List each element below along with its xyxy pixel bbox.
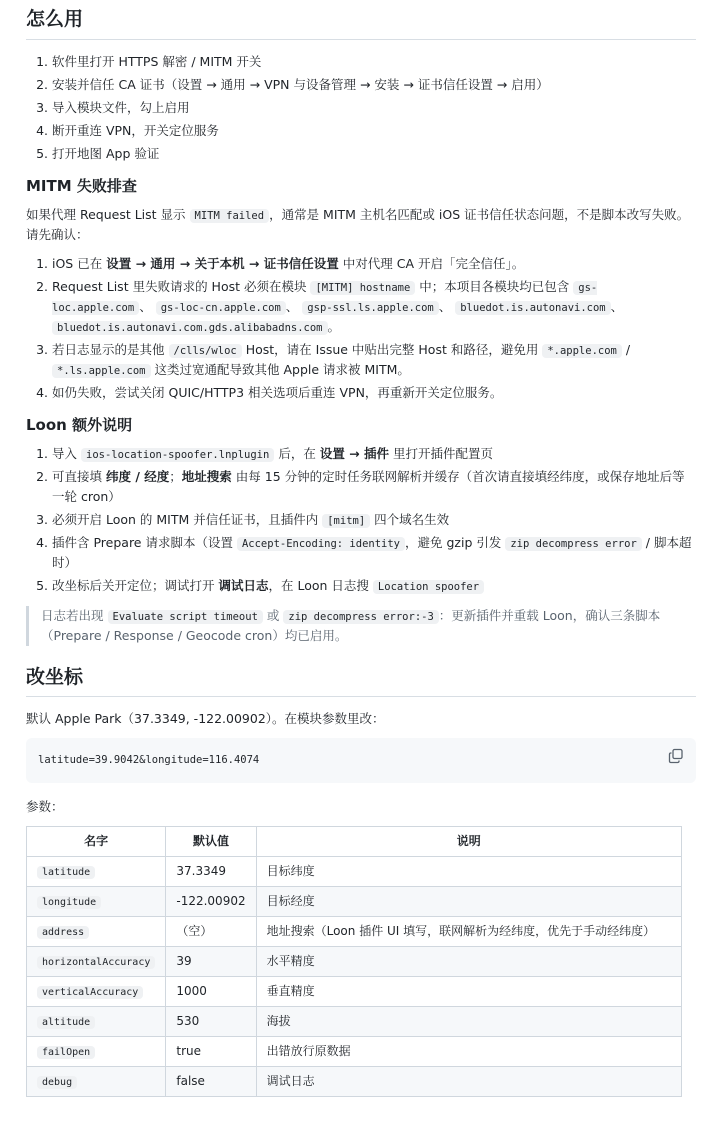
bold-text: 纬度 / 经度 [106, 468, 170, 484]
text: 中；本项目各模块均已包含 [419, 278, 570, 294]
list-item: 4. 如仍失败，尝试关闭 QUIC/HTTP3 相关选项后重连 VPN，再重新开关定位服务。 [52, 383, 696, 403]
table-row [27, 976, 682, 1006]
list-item [52, 254, 696, 274]
bold-text: 调试日志 [218, 577, 269, 593]
param-name: debug [37, 1076, 77, 1089]
list-item [52, 533, 696, 573]
list-item [52, 340, 696, 380]
params-label: 参数： [26, 798, 64, 814]
mitm-checklist [26, 254, 696, 403]
param-name-cell [27, 856, 166, 886]
usage-step: 4. 断开重连 VPN，开关定位服务 [52, 121, 696, 141]
param-default: 37.3349 [166, 856, 256, 886]
params-table [26, 826, 682, 1097]
mitm-heading: MITM 失败排查 [26, 176, 137, 195]
text: ，通常是 MITM 主机名匹配或 iOS 证书信任状态问题，不是脚本改写失败。请先确认： [26, 206, 690, 242]
text: 。 [327, 318, 341, 334]
inline-code: gsp-ssl.ls.apple.com [302, 301, 438, 315]
inline-code: Evaluate script timeout [108, 610, 263, 624]
usage-step: 1. 软件里打开 HTTPS 解密 / MITM 开关 [52, 52, 696, 72]
param-default: false [166, 1066, 256, 1096]
param-name: failOpen [37, 1046, 95, 1059]
text: 可直接填 [52, 468, 103, 484]
inline-code: Location spoofer [373, 580, 484, 594]
usage-step: 2. 安装并信任 CA 证书（设置 → 通用 → VPN 与设备管理 → 安装 → 证书信任设置 → 启用） [52, 75, 696, 95]
param-name: altitude [37, 1016, 95, 1029]
inline-code: gs-loc.apple.com [52, 281, 598, 314]
text: Request List 里失败请求的 Host 必须在模块 [52, 278, 307, 294]
param-default: true [166, 1036, 256, 1066]
code-content: latitude=39.9042&longitude=116.4074 [38, 754, 260, 767]
column-header: 说明 [256, 826, 681, 856]
text: 如果代理 Request List 显示 [26, 206, 186, 222]
list-item [52, 576, 696, 596]
column-header: 名字 [27, 826, 166, 856]
inline-code: zip decompress error:-3 [283, 610, 438, 624]
separator: 、 [610, 298, 624, 314]
separator: 、 [438, 298, 452, 314]
param-name-cell [27, 886, 166, 916]
param-default: （空） [166, 916, 256, 946]
text: / [625, 341, 631, 357]
text: ：更新插件并重载 Loon，确认三条脚本（Prepare / Response / Geocode cron）均已启用。 [41, 607, 661, 643]
section-title-coordinates: 改坐标 [26, 658, 696, 698]
text: 若日志显示的是其他 [52, 341, 165, 357]
param-name: verticalAccuracy [37, 986, 143, 999]
param-name-cell [27, 916, 166, 946]
usage-steps-list [26, 52, 696, 164]
text: 四个域名生效 [374, 511, 450, 527]
table-row [27, 1036, 682, 1066]
separator: ； [169, 468, 182, 484]
usage-step: 5. 打开地图 App 验证 [52, 144, 696, 164]
param-name: address [37, 926, 89, 939]
param-desc: 调试日志 [256, 1066, 681, 1096]
text: / 脚本超时） [52, 534, 692, 570]
inline-code: ios-location-spoofer.lnplugin [81, 448, 274, 462]
param-desc: 地址搜索（Loon 插件 UI 填写，联网解析为经纬度，优先于手动经纬度） [256, 916, 681, 946]
param-desc: 目标纬度 [256, 856, 681, 886]
text: Host，请在 Issue 中贴出完整 Host 和路径，避免用 [245, 341, 539, 357]
text: 插件含 Prepare 请求脚本（设置 [52, 534, 233, 550]
code-block [26, 738, 696, 783]
param-name-cell [27, 946, 166, 976]
param-default: -122.00902 [166, 886, 256, 916]
list-item [52, 467, 696, 507]
param-desc: 目标经度 [256, 886, 681, 916]
text: 后，在 [278, 445, 316, 461]
loon-list [26, 444, 696, 596]
param-desc: 垂直精度 [256, 976, 681, 1006]
bold-text: 设置 → 插件 [319, 445, 389, 461]
param-default: 530 [166, 1006, 256, 1036]
copy-icon[interactable] [668, 748, 684, 764]
text: 中对代理 CA 开启「完全信任」。 [342, 255, 525, 271]
inline-code: *.apple.com [542, 344, 622, 358]
text: 或 [266, 607, 280, 623]
param-name-cell [27, 976, 166, 1006]
text: 里打开插件配置页 [392, 445, 493, 461]
table-row [27, 1006, 682, 1036]
inline-code: /clls/wloc [169, 344, 242, 358]
text: 由每 15 分钟的定时任务联网解析并缓存（首次请直接填经纬度，或保存地址后等一轮 cron） [52, 468, 685, 504]
list-item [52, 510, 696, 530]
table-header-row [27, 826, 682, 856]
param-name: longitude [37, 896, 101, 909]
inline-code: Accept-Encoding: identity [237, 537, 405, 551]
table-row [27, 886, 682, 916]
inline-code: *.ls.apple.com [52, 364, 151, 378]
inline-code: MITM failed [190, 209, 270, 223]
separator: 、 [139, 298, 152, 314]
coordinates-desc: 默认 Apple Park（37.3349, -122.00902）。在模块参数里改： [26, 711, 385, 727]
section-title-usage: 怎么用 [26, 0, 696, 40]
text: 改坐标后关开定位；调试打开 [52, 577, 215, 593]
param-name-cell [27, 1066, 166, 1096]
column-header: 默认值 [166, 826, 256, 856]
inline-code: [MITM] hostname [310, 281, 415, 295]
list-item [52, 444, 696, 464]
table-row [27, 1066, 682, 1096]
loon-heading: Loon 额外说明 [26, 415, 133, 434]
text: 必须开启 Loon 的 MITM 并信任证书，且插件内 [52, 511, 319, 527]
inline-code: bluedot.is.autonavi.com.gds.alibabadns.com [52, 321, 328, 335]
text: 这类过宽通配导致其他 Apple 请求被 MITM。 [154, 361, 410, 377]
table-row [27, 946, 682, 976]
param-desc: 水平精度 [256, 946, 681, 976]
param-desc: 海拔 [256, 1006, 681, 1036]
text: ，在 Loon 日志搜 [268, 577, 369, 593]
param-name: latitude [37, 866, 95, 879]
param-default: 1000 [166, 976, 256, 1006]
table-row [27, 856, 682, 886]
text: 日志若出现 [41, 607, 104, 623]
separator: 、 [285, 298, 299, 314]
bold-text: 地址搜索 [181, 468, 232, 484]
bold-text: 设置 → 通用 → 关于本机 → 证书信任设置 [106, 255, 339, 271]
text: iOS 已在 [52, 255, 103, 271]
param-desc: 出错放行原数据 [256, 1036, 681, 1066]
inline-code: gs-loc-cn.apple.com [156, 301, 286, 315]
inline-code: zip decompress error [505, 537, 641, 551]
list-item [52, 277, 696, 337]
inline-code: bluedot.is.autonavi.com [455, 301, 610, 315]
text: 导入 [52, 445, 78, 461]
inline-code: [mitm] [322, 514, 370, 528]
loon-note-quote [26, 606, 696, 646]
text: ，避免 gzip 引发 [405, 534, 502, 550]
mitm-intro [26, 205, 696, 245]
param-default: 39 [166, 946, 256, 976]
param-name-cell [27, 1006, 166, 1036]
param-name-cell [27, 1036, 166, 1066]
param-name: horizontalAccuracy [37, 956, 155, 969]
table-row [27, 916, 682, 946]
usage-step: 3. 导入模块文件，勾上启用 [52, 98, 696, 118]
